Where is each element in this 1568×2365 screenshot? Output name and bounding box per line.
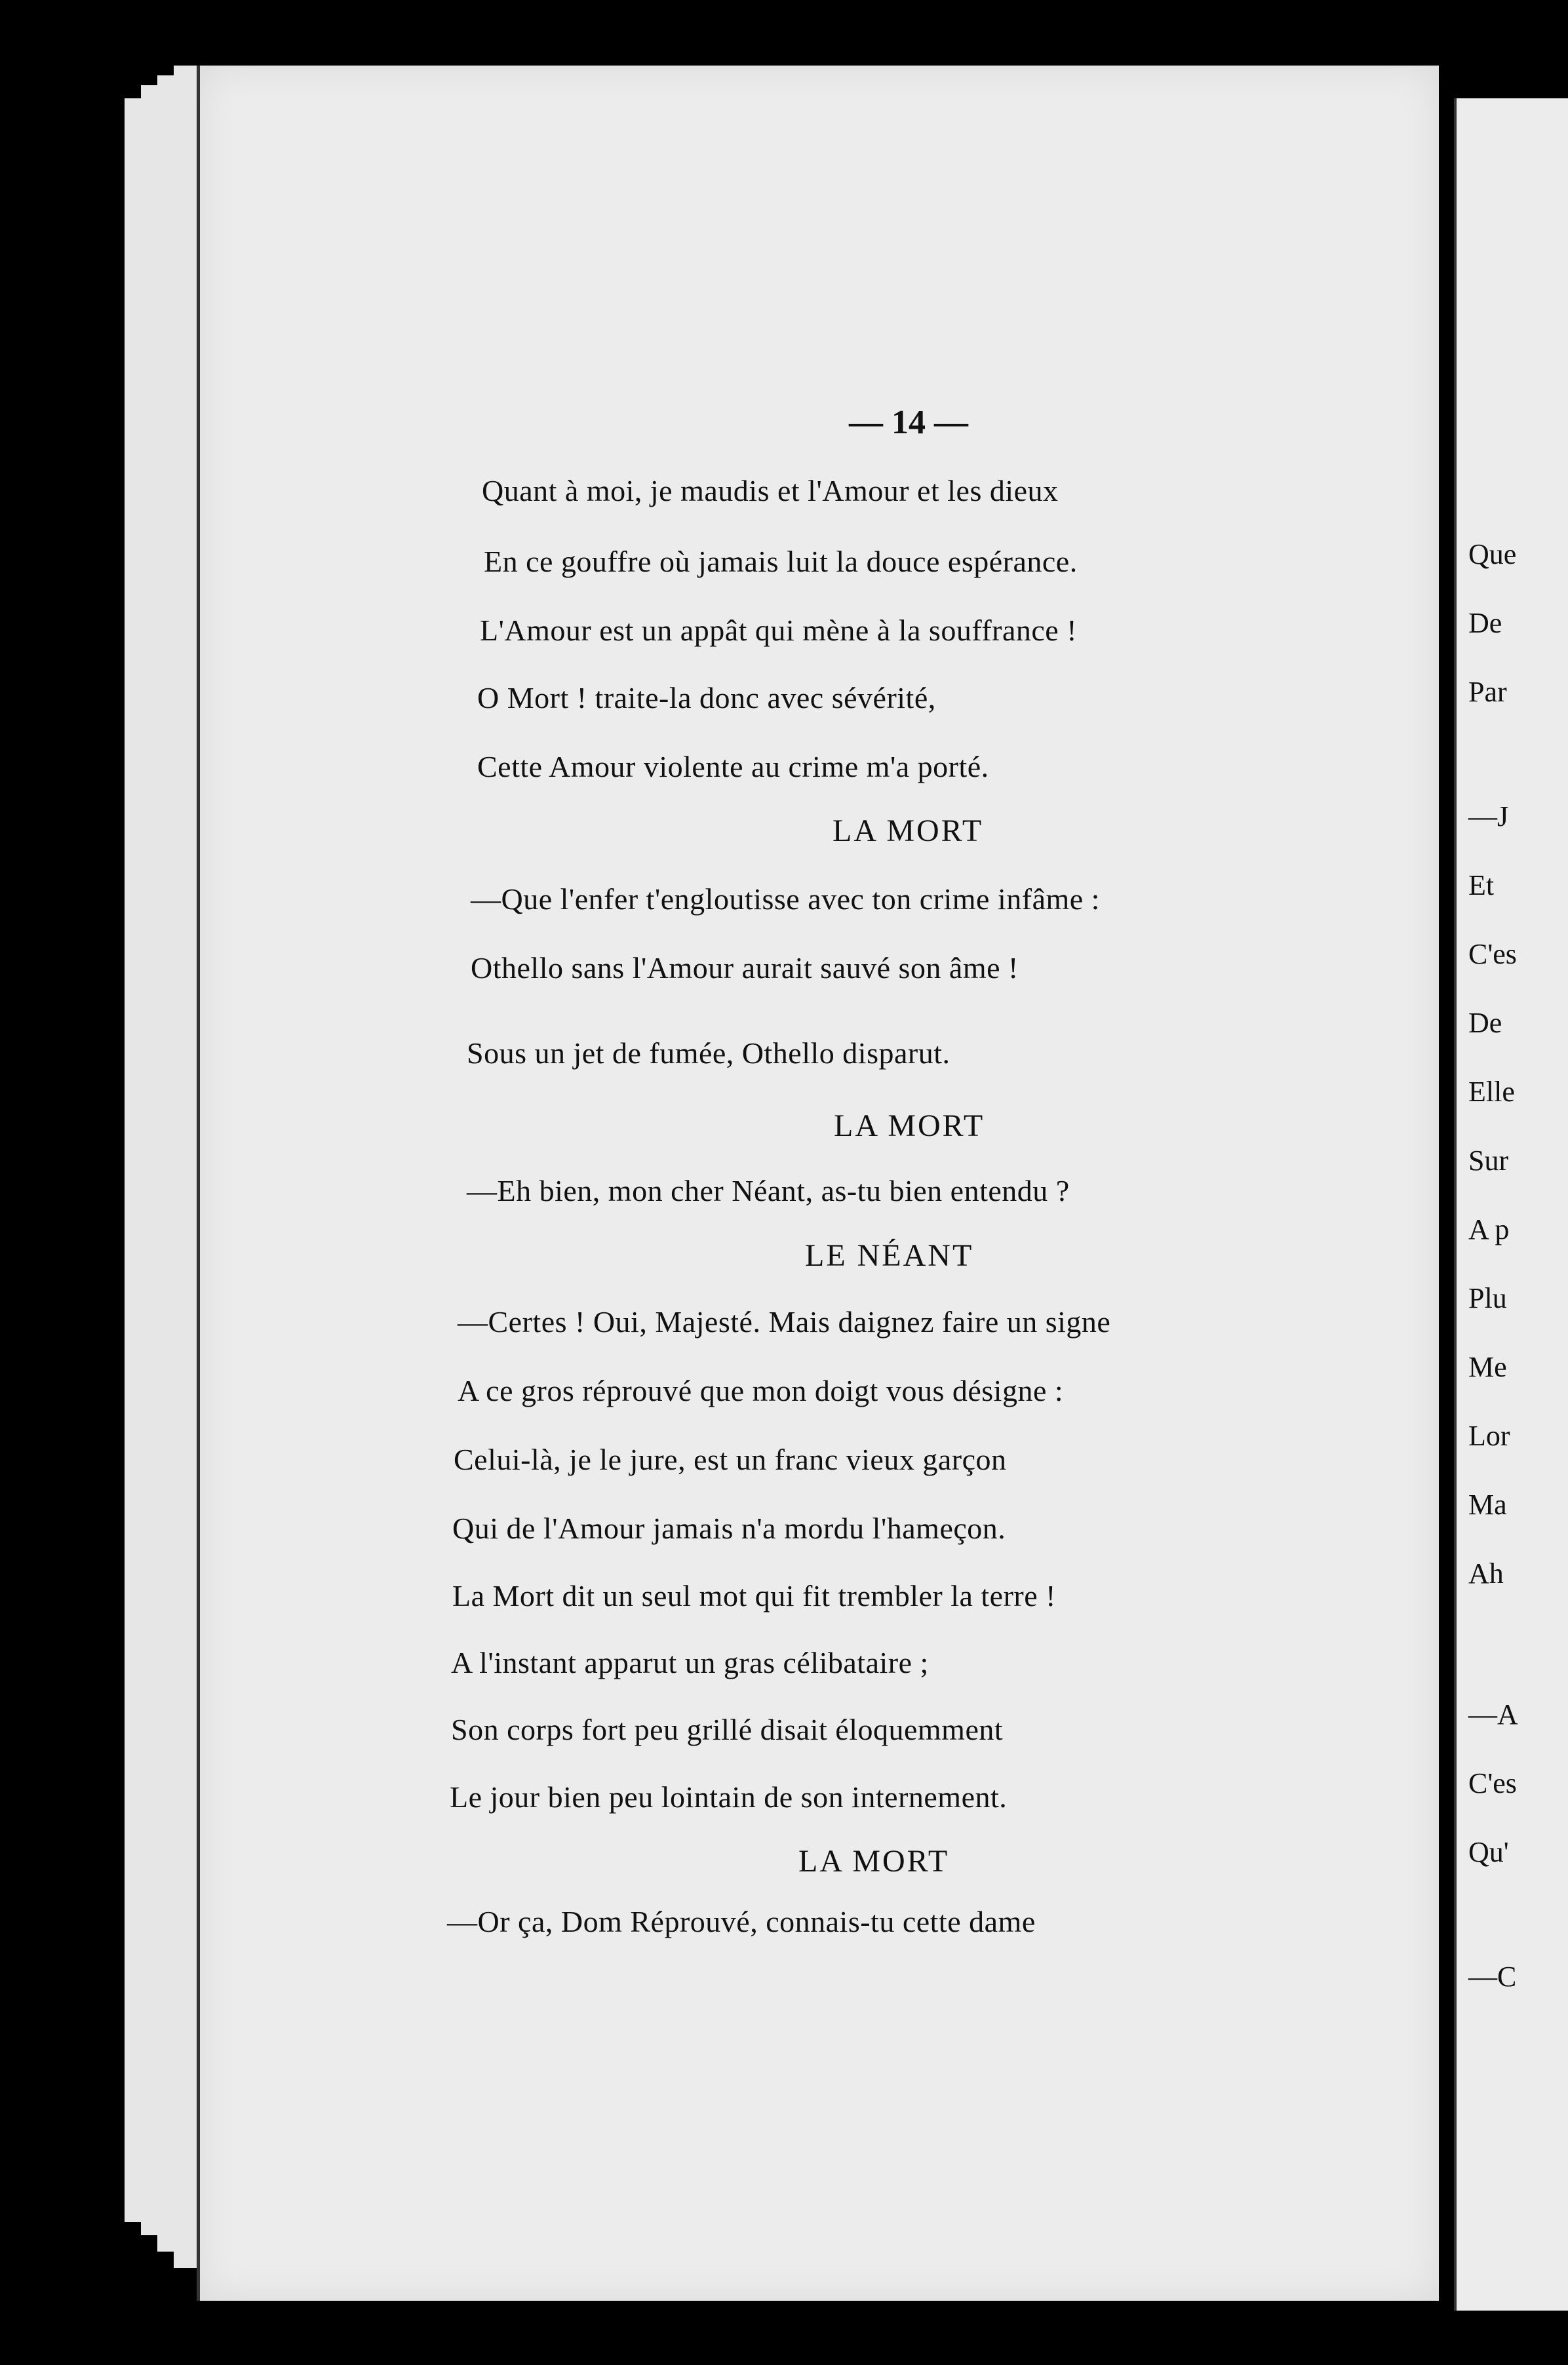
adjacent-fragment: De [1468, 607, 1502, 639]
adjacent-fragment: Ah [1468, 1557, 1504, 1590]
verse-line: Celui-là, je le jure, est un franc vieux garçon [454, 1443, 1007, 1476]
adjacent-fragment: Plu [1468, 1282, 1507, 1314]
adjacent-fragment: De [1468, 1007, 1502, 1039]
verse-line: L'Amour est un appât qui mène à la souffrance ! [480, 614, 1078, 647]
verse-line: Qui de l'Amour jamais n'a mordu l'hameçon. [452, 1512, 1006, 1545]
verse-line: —Eh bien, mon cher Néant, as-tu bien entendu ? [467, 1174, 1070, 1207]
verse-line: Cette Amour violente au crime m'a porté. [477, 750, 989, 783]
adjacent-fragment: Me [1468, 1351, 1507, 1383]
adjacent-page [1454, 98, 1568, 2311]
verse-line: En ce gouffre où jamais luit la douce espérance. [484, 545, 1078, 578]
adjacent-fragment: —C [1468, 1961, 1517, 1993]
verse-line: —Certes ! Oui, Majesté. Mais daignez faire un signe [458, 1305, 1111, 1339]
verse-line: —Or ça, Dom Réprouvé, connais-tu cette dame [447, 1905, 1036, 1938]
adjacent-fragment: Elle [1468, 1076, 1515, 1108]
speaker-name: LA MORT [798, 1844, 950, 1879]
verse-line: La Mort dit un seul mot qui fit trembler la terre ! [452, 1579, 1056, 1612]
speaker-name: LA MORT [833, 813, 984, 848]
adjacent-fragment: —J [1468, 800, 1509, 832]
verse-line: Son corps fort peu grillé disait éloquemment [451, 1713, 1004, 1746]
verse-line: Sous un jet de fumée, Othello disparut. [467, 1036, 951, 1070]
verse-line: —Que l'enfer t'engloutisse avec ton crime infâme : [471, 882, 1100, 916]
verse-line: Quant à moi, je maudis et l'Amour et les dieux [482, 474, 1059, 507]
verse-line: Le jour bien peu lointain de son internement. [450, 1780, 1008, 1814]
adjacent-fragment: Et [1468, 869, 1495, 901]
verse-line: O Mort ! traite-la donc avec sévérité, [477, 681, 936, 714]
adjacent-fragment: Lor [1468, 1420, 1510, 1452]
adjacent-fragment: Ma [1468, 1489, 1507, 1521]
adjacent-fragment: Que [1468, 538, 1517, 570]
page-number: — 14 — [849, 404, 968, 441]
adjacent-fragment: Sur [1468, 1144, 1509, 1177]
adjacent-fragment: —A [1468, 1698, 1518, 1730]
adjacent-fragment: Par [1468, 676, 1507, 708]
verse-line: A ce gros réprouvé que mon doigt vous désigne : [458, 1374, 1064, 1407]
speaker-name: LA MORT [834, 1108, 985, 1143]
adjacent-fragment: C'es [1468, 1767, 1517, 1799]
adjacent-fragment: A p [1468, 1213, 1510, 1245]
adjacent-fragment: Qu' [1468, 1836, 1509, 1868]
speaker-name: LE NÉANT [805, 1238, 974, 1273]
verse-line: A l'instant apparut un gras célibataire ; [451, 1646, 929, 1679]
verse-line: Othello sans l'Amour aurait sauvé son âme ! [471, 951, 1019, 985]
adjacent-fragment: C'es [1468, 938, 1517, 970]
